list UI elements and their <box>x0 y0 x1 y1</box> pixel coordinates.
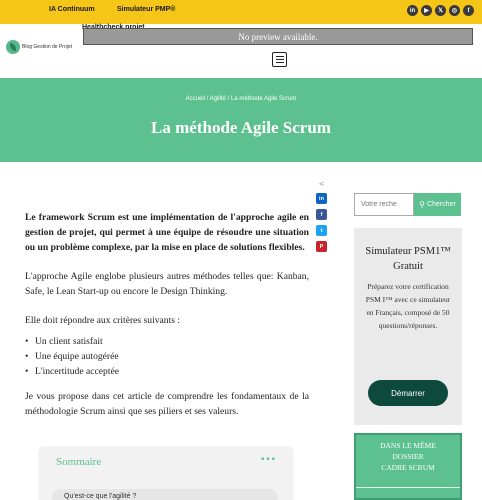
dossier-line: DANS LE MÊME <box>380 441 436 450</box>
article-paragraph: Je vous propose dans cet article de comprendre les fondamentaux de la méthodologie Scrum ainsi que ses piliers et ses valeurs. <box>25 391 309 417</box>
menu-line <box>276 56 284 57</box>
same-folder-widget <box>354 433 462 500</box>
toc-toggle-icon[interactable]: ••• <box>260 455 276 465</box>
logo-leaf-icon <box>6 40 20 54</box>
simulator-widget <box>354 228 462 425</box>
article-paragraph: L'approche Agile englobe plusieurs autres méthodes telles que: Kanban, Safe, le Lean Start-up ou encore le Design Thinking. <box>25 271 309 297</box>
social-links <box>407 5 474 16</box>
menu-line <box>276 62 284 63</box>
search-button[interactable] <box>414 193 461 216</box>
toc-title: Sommaire <box>56 456 102 468</box>
youtube-icon[interactable]: ▶ <box>421 5 432 16</box>
page-title: La méthode Agile Scrum <box>151 118 331 137</box>
dossier-category-link[interactable]: CADRE SCRUM <box>381 463 435 472</box>
criteria-list <box>25 334 309 379</box>
search-form <box>354 193 461 216</box>
divider <box>356 487 460 488</box>
ia-continuum-link[interactable]: IA Continuum <box>49 6 95 13</box>
article-intro: Le framework Scrum est une implémentation de l'approche agile en gestion de projet, qui permet à une équipe de résoudre une situation ou un problème complexe, par la mise en place de solutions flexibles. <box>25 212 309 253</box>
share-icon: < <box>318 180 325 188</box>
dossier-heading <box>356 440 460 473</box>
instagram-icon[interactable]: ◎ <box>449 5 460 16</box>
table-of-contents <box>40 447 292 500</box>
search-icon: ⚲ <box>419 200 426 209</box>
hamburger-menu-button[interactable] <box>272 52 287 67</box>
toc-item[interactable]: Qu'est-ce que l'agilité ? <box>52 489 278 500</box>
search-button-label: Chercher <box>427 201 456 208</box>
menu-line <box>276 59 284 60</box>
list-item: • L'incertitude acceptée <box>25 364 309 379</box>
top-bar <box>0 0 482 24</box>
breadcrumb[interactable]: Accueil / Agilité / La méthode Agile Scrum <box>185 96 297 102</box>
preview-text: No preview available. <box>238 31 318 42</box>
list-item: • Une équipe autogérée <box>25 349 309 364</box>
logo-text: Blog Gestion de Projet <box>22 44 73 50</box>
list-item: • Un client satisfait <box>25 334 309 349</box>
article-body <box>25 210 309 433</box>
simulator-description: Préparez votre certification PSM I™ avec ce simulateur en Français, composé de 50 questions/réponses. <box>365 282 451 330</box>
preview-banner <box>83 28 473 45</box>
site-logo[interactable] <box>6 40 72 54</box>
linkedin-share-icon[interactable]: in <box>316 193 327 204</box>
facebook-share-icon[interactable]: f <box>316 209 327 220</box>
simulator-title: Simulateur PSM1™ Gratuit <box>365 246 451 272</box>
article-paragraph: Elle doit répondre aux critères suivants : <box>25 315 181 326</box>
simulateur-pmp-link[interactable]: Simulateur PMP® <box>117 6 176 13</box>
twitter-share-icon[interactable]: t <box>316 225 327 236</box>
dossier-line: DOSSIER <box>392 452 424 461</box>
share-bar <box>316 180 327 252</box>
search-input[interactable] <box>354 193 414 216</box>
x-icon[interactable]: 𝕏 <box>435 5 446 16</box>
pinterest-share-icon[interactable]: P <box>316 241 327 252</box>
start-button[interactable]: Démarrer <box>368 380 448 406</box>
facebook-icon[interactable]: f <box>463 5 474 16</box>
linkedin-icon[interactable]: in <box>407 5 418 16</box>
